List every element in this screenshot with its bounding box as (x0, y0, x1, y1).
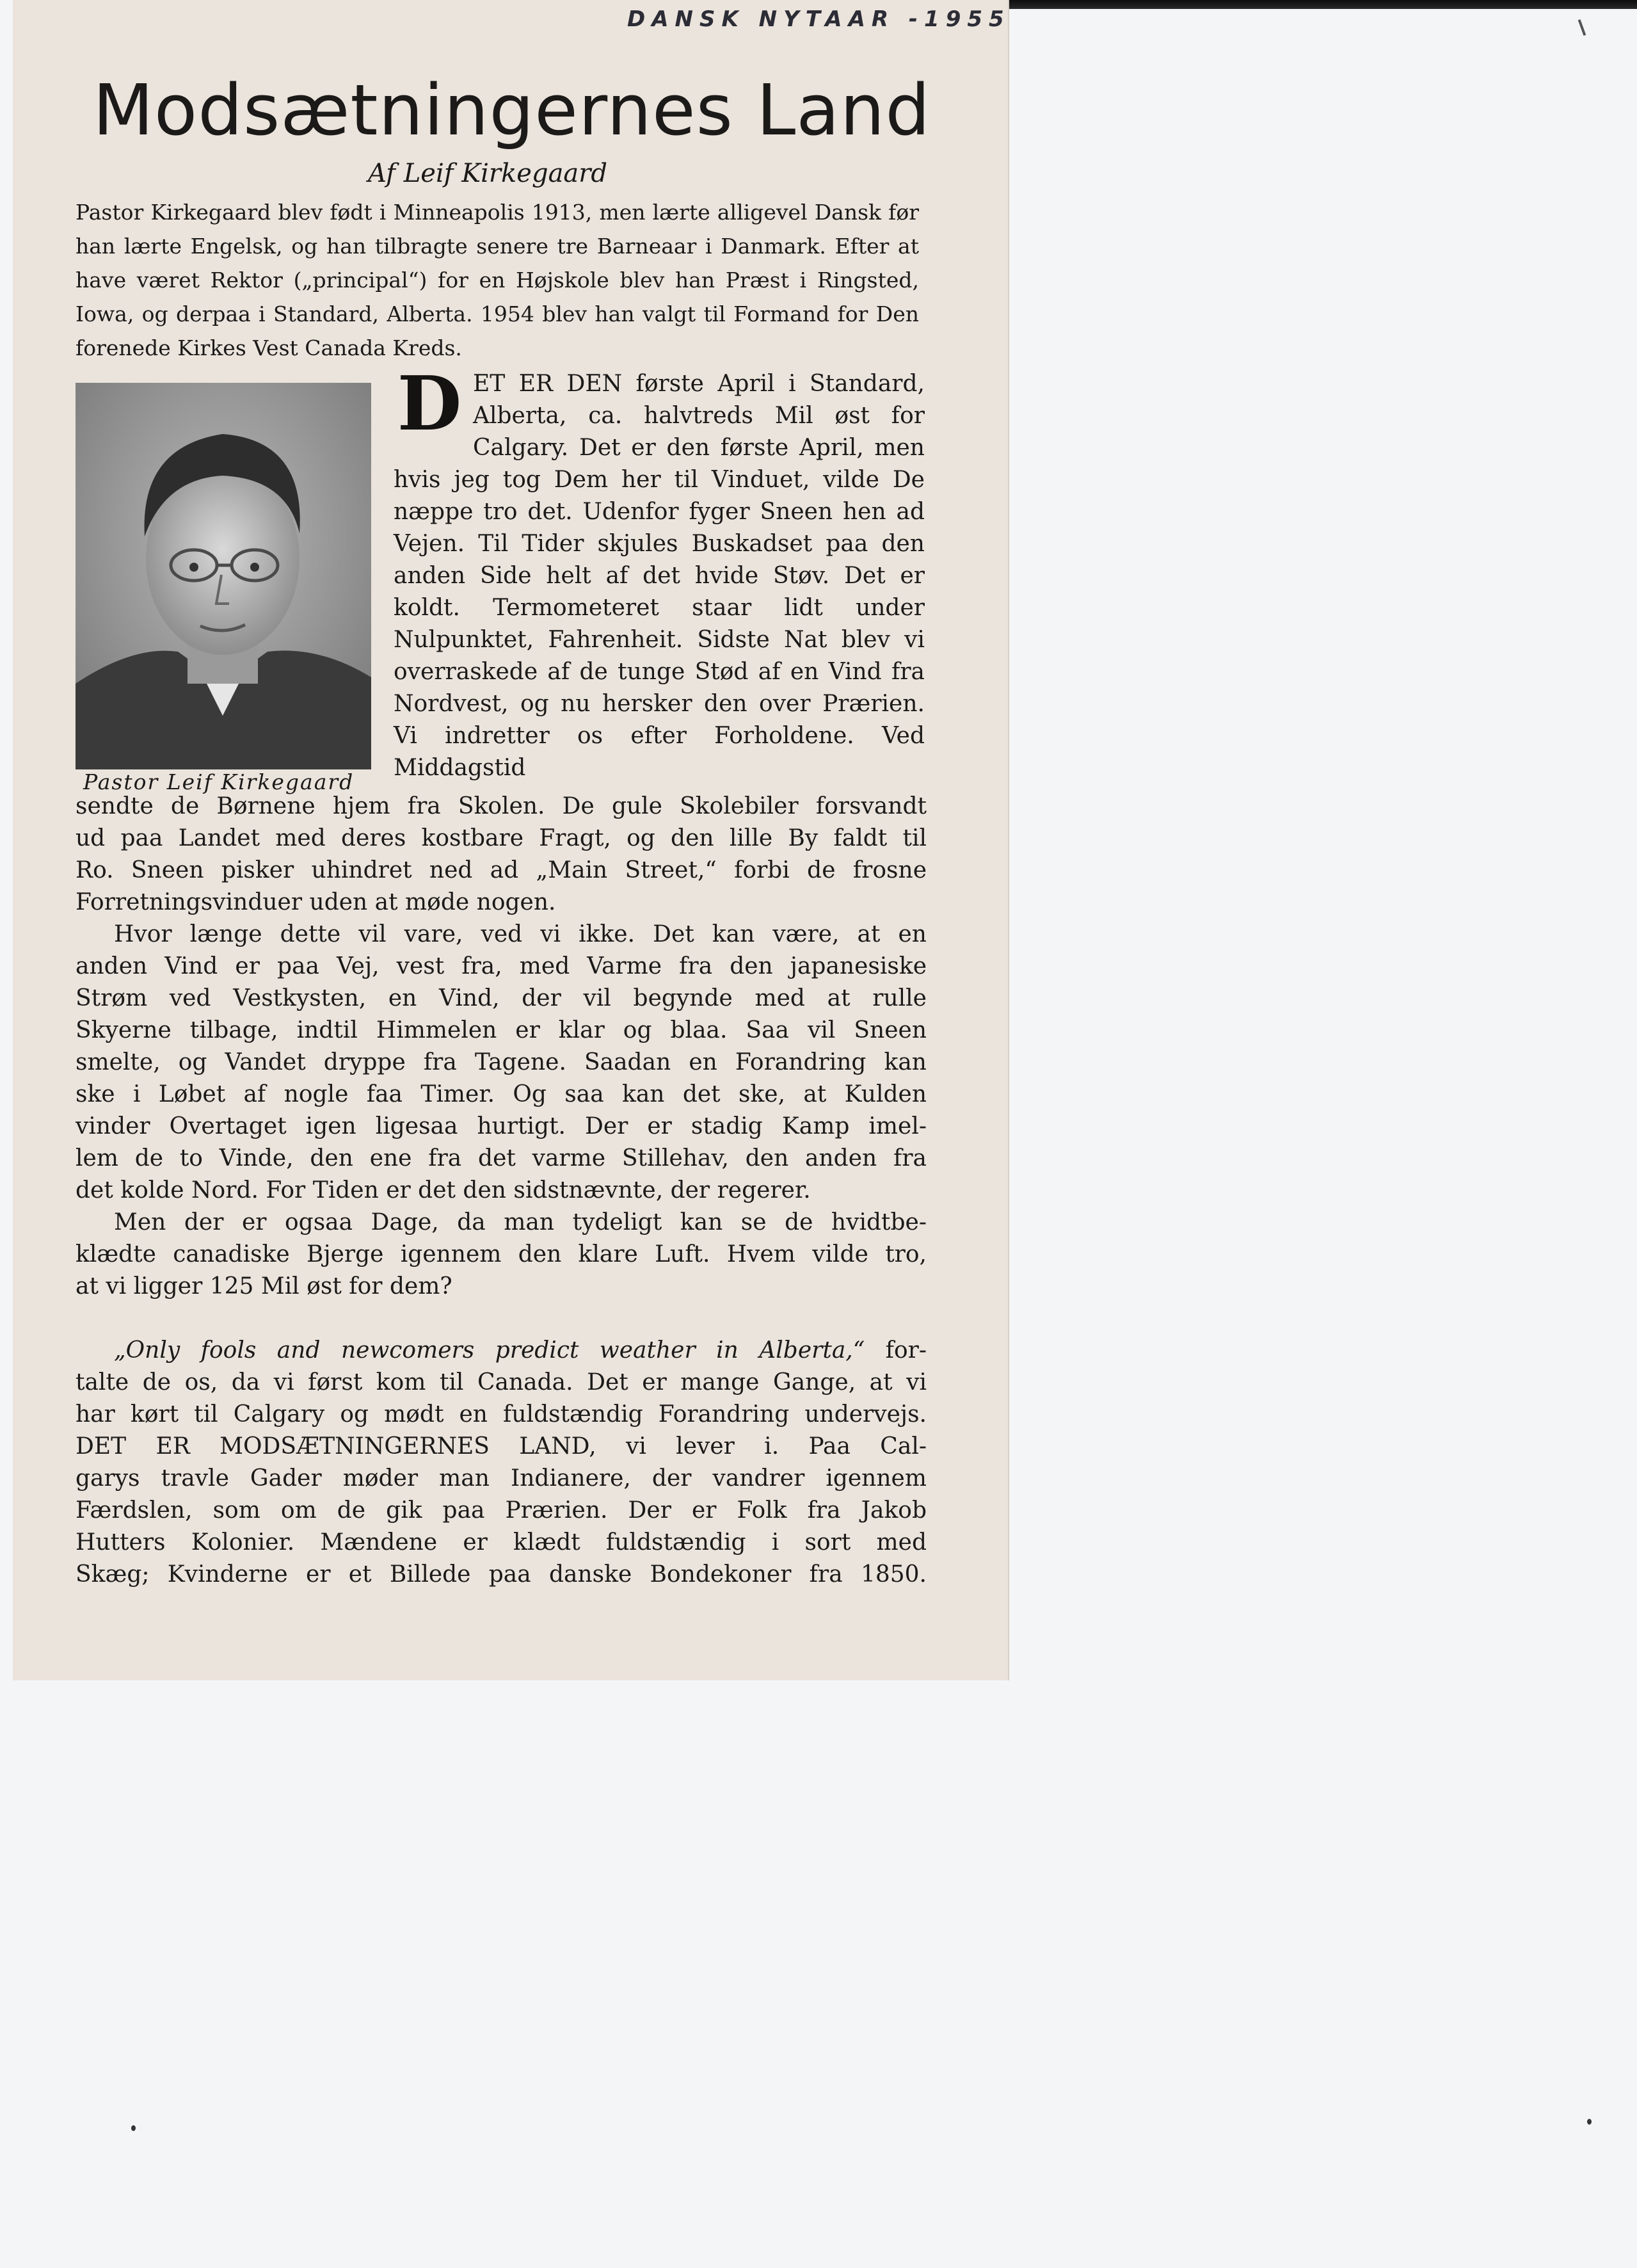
text-line: har kørt til Calgary og mødt en fuldstændig Forandring undervejs. (76, 1401, 927, 1428)
text-line: ske i Løbet af nogle faa Timer. Og saa kan det ske, at Kulden (76, 1081, 927, 1107)
author-intro: Pastor Kirkegaard blev født i Minneapolis 1913, men lærte alligevel Dansk før han lærte Engelsk, og han tilbragte senere tre Barneaar i Danmark. Efter at have været Rektor („principal“) for en Højskole blev han Præst i Ringsted, Iowa, og derpaa i Standard, Alberta. 1954 blev han valgt til Formand for Den forenede Kirkes Vest Canada Kreds. (76, 200, 919, 360)
text-line: talte de os, da vi først kom til Canada. Det er mange Gange, at vi (76, 1369, 927, 1395)
paragraph-2 (76, 919, 927, 1207)
text-line: Men der er ogsaa Dage, da man tydeligt kan se de hvidtbe- (114, 1209, 927, 1235)
text-line: Hvor længe dette vil vare, ved vi ikke. Det kan være, at en (114, 921, 927, 947)
author-photo (76, 383, 371, 769)
text-line: vinder Overtaget igen ligesaa hurtigt. Der er stadig Kamp imel- (76, 1113, 927, 1139)
text-line: Strøm ved Vestkysten, en Vind, der vil begynde med at rulle (76, 985, 927, 1011)
quote-tail: for- (885, 1337, 927, 1363)
scan-mark (1578, 19, 1586, 36)
paragraph-3 (76, 1207, 927, 1303)
scan-border (998, 0, 1637, 9)
article-title: Modsætningernes Land (93, 69, 931, 151)
text-line: Skæg; Kvinderne er et Billede paa danske Bondekoner fra 1850. (76, 1561, 927, 1588)
photo-caption: Pastor Leif Kirkegaard (83, 769, 355, 794)
text-line: anden Vind er paa Vej, vest fra, med Varme fra den japanesiske (76, 953, 927, 979)
text-line: garys travle Gader møder man Indianere, der vandrer igennem (76, 1465, 927, 1492)
opening-text-tail: Ved Middagstid (394, 723, 925, 781)
handwritten-note: DANSK NYTAAR -1955 (627, 6, 1010, 32)
text-line: klædte canadiske Bjerge igennem den klare Luft. Hvem vilde tro, (76, 1241, 927, 1267)
article-byline: Af Leif Kirkegaard (368, 159, 607, 188)
text-line: smelte, og Vandet dryppe fra Tagene. Saadan en Forandring kan (76, 1049, 927, 1075)
weather-quote: „Only fools and newcomers predict weather in Alberta,“ (114, 1337, 865, 1363)
article-opening (394, 360, 925, 784)
text-line: lem de to Vinde, den ene fra det varme Stillehav, den anden fra (76, 1145, 927, 1171)
dust-speck (1587, 2119, 1592, 2125)
text-line: Ro. Sneen pisker uhindret ned ad „Main Street,“ forbi de frosne (76, 857, 927, 883)
newspaper-clipping (13, 0, 1008, 1680)
text-line: det kolde Nord. For Tiden er det den sidstnævnte, der regerer. (76, 1177, 811, 1203)
paragraph-1-continued (76, 791, 927, 919)
text-line: DET ER MODSÆTNINGERNES LAND, vi lever i. Paa Cal- (76, 1433, 927, 1460)
opening-text: ET ER DEN første April i Standard, Alberta, ca. halvtreds Mil øst for Calgary. Det er den første April, men hvis jeg tog Dem her til Vinduet, vilde De næppe tro det. Udenfor fyger Sneen hen ad Vejen. Til Tider skjules Buskadset paa den anden Side helt af det hvide Støv. Det er koldt. Termometeret staar lidt under Nulpunktet, Fahrenheit. Sidste Nat blev vi overraskede af de tunge Stød af en Vind fra Nordvest, og nu hersker den over Prærien. Vi indretter os efter Forholdene. (394, 371, 925, 749)
text-line: Skyerne tilbage, indtil Himmelen er klar og blaa. Saa vil Sneen (76, 1017, 927, 1043)
paragraph-4 (76, 1335, 927, 1591)
dust-speck (131, 2125, 136, 2131)
drop-cap: D (397, 360, 462, 447)
text-line: ud paa Landet med deres kostbare Fragt, og den lille By faldt til (76, 825, 927, 851)
quote-line (76, 1335, 927, 1367)
text-line: sendte de Børnene hjem fra Skolen. De gule Skolebiler forsvandt (76, 793, 927, 819)
text-line: Hutters Kolonier. Mændene er klædt fuldstændig i sort med (76, 1529, 927, 1556)
text-line: Færdslen, som om de gik paa Prærien. Der er Folk fra Jakob (76, 1497, 927, 1524)
portrait-image (76, 383, 371, 769)
text-line: Forretningsvinduer uden at møde nogen. (76, 889, 556, 915)
text-line: at vi ligger 125 Mil øst for dem? (76, 1273, 452, 1299)
